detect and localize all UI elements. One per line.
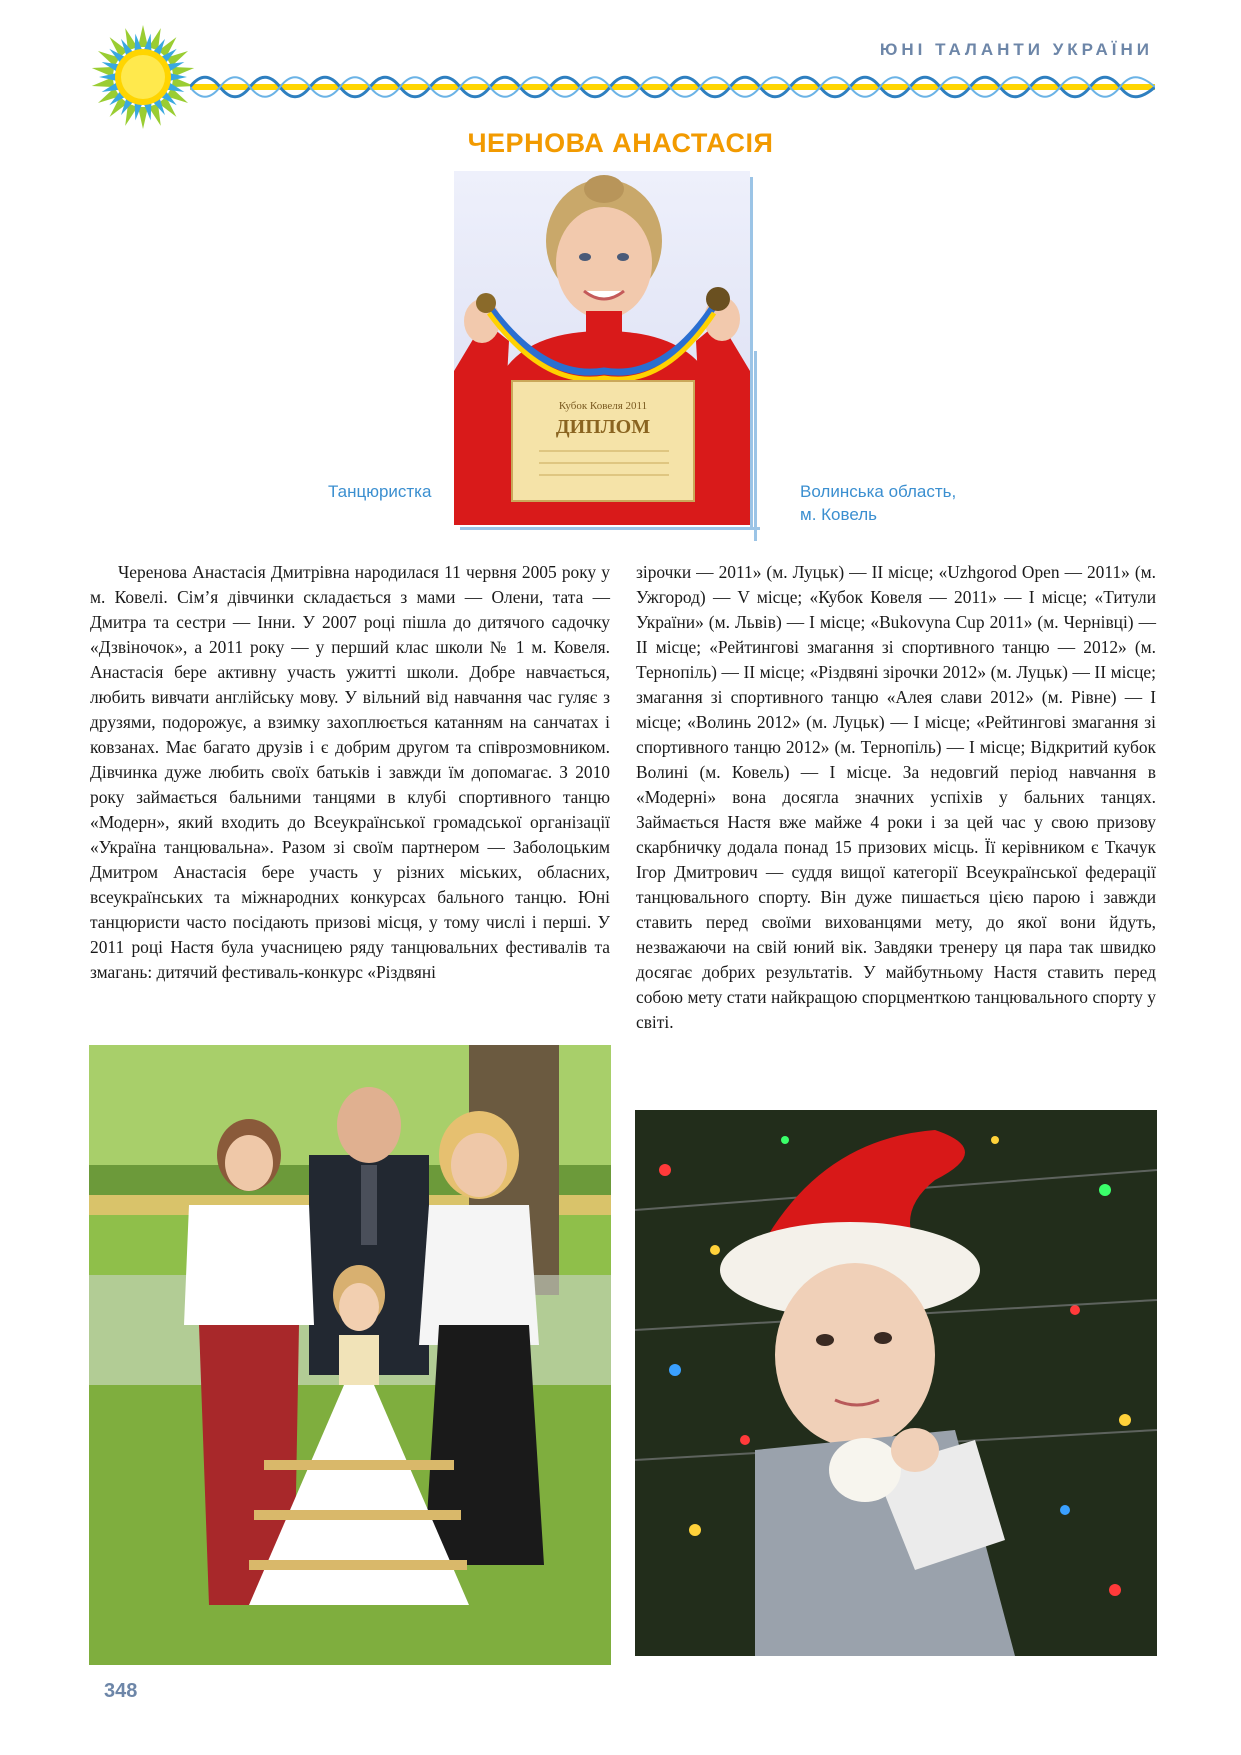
portrait-photo (454, 171, 750, 525)
diploma-subtitle: Кубок Ковеля 2011 (558, 400, 648, 412)
family-photo (89, 1045, 611, 1665)
caption-profession: Танцюристка (328, 482, 432, 501)
sun-logo-icon (88, 22, 198, 132)
caption-location-region: Волинська область, (800, 482, 957, 501)
christmas-photo (635, 1110, 1157, 1656)
caption-location-city: м. Ковель (800, 505, 877, 524)
article-title: ЧЕРНОВА АНАСТАСІЯ (467, 128, 774, 158)
ornament-divider (190, 70, 1155, 104)
article-text-right: зірочки — 2011» (м. Луцьк) — II місце; «Uzhgorod Open — 2011» (м. Ужгород) — V місце; «Кубок Ковеля — 2011» — I місце; «Титули України» (м. Львів) — I місце; «Bukovyna Cup 2011» (м. Чернівці) — II місце; «Рейтингові змагання зі спортивного танцю — 2012» (м. Тернопіль) — II місце; «Різдвяні зірочки 2012» (м. Луцьк) — II місце; змагання зі спортивного танцю «Алея слави 2012» (м. Рівне) — I місце; «Волинь 2012» (м. Луцьк) — I місце; «Рейтингові змагання зі спортивного танцю 2012» (м. Тернопіль) — I місце; Відкритий кубок Волині (м. Ковель) — I місце. За недовгий період навчання в «Модерні» вона досягла значних успіхів у бальних танцях. Займається Настя вже майже 4 роки і за цей час у свою призову скарбничку додала понад 15 призових місць. Її керівником є Ткачук Ігор Дмитрович — суддя вищої категорії Всеукраїнської федерації танцювального спорту. Він дуже пишається цією парою і завжди ставить перед своїми вихованцями мету, до якої вони йдуть, незважаючи на свій юний вік. Завдяки тренеру ця пара так швидко досягає добрих результатів. У майбутньому Настя ставить перед собою мету стати найкращою спорцменткою танцювального спорту у світі. (636, 562, 1156, 1032)
section-title: ЮНІ ТАЛАНТИ УКРАЇНИ (879, 40, 1153, 59)
caption-location (800, 480, 956, 526)
diploma-title: ДИПЛОМ (555, 416, 651, 438)
page-number: 348 (104, 1680, 138, 1702)
article-text-left: Черенова Анастасія Дмитрівна народилася 11 червня 2005 року у м. Ковелі. Сім’я дівчинки складається з мами — Олени, тата — Дмитра та сестри — Інни. У 2007 році пішла до дитячого садочку «Дзвіночок», а 2011 року — у перший клас школи № 1 м. Ковеля. Анастасія бере активну участь ужитті школи. Добре навчається, любить вивчати англійську мову. У вільний від навчання час гуляє з друзями, подорожує, а взимку захоплюється катанням на санчатах і ковзанах. Має багато друзів і є добрим другом та співрозмовником. Дівчинка дуже любить своїх батьків і завжди їм допомагає. З 2010 року займається бальними танцями в клубі спортивного танцю «Модерн», який входить до Всеукраїнської громадської організації «Україна танцювальна». Разом зі своїм партнером — Заболоцьким Дмитром Анастасія бере участь у різних міських, обласних, всеукраїнських та міжнародних конкурсах бального танцю. Юні танцюристи часто посідають призові місця, у тому числі і перші. У 2011 році Настя була учасницею ряду танцювальних фестивалів та змагань: дитячий фестиваль-конкурс «Різдвяні (90, 562, 610, 982)
